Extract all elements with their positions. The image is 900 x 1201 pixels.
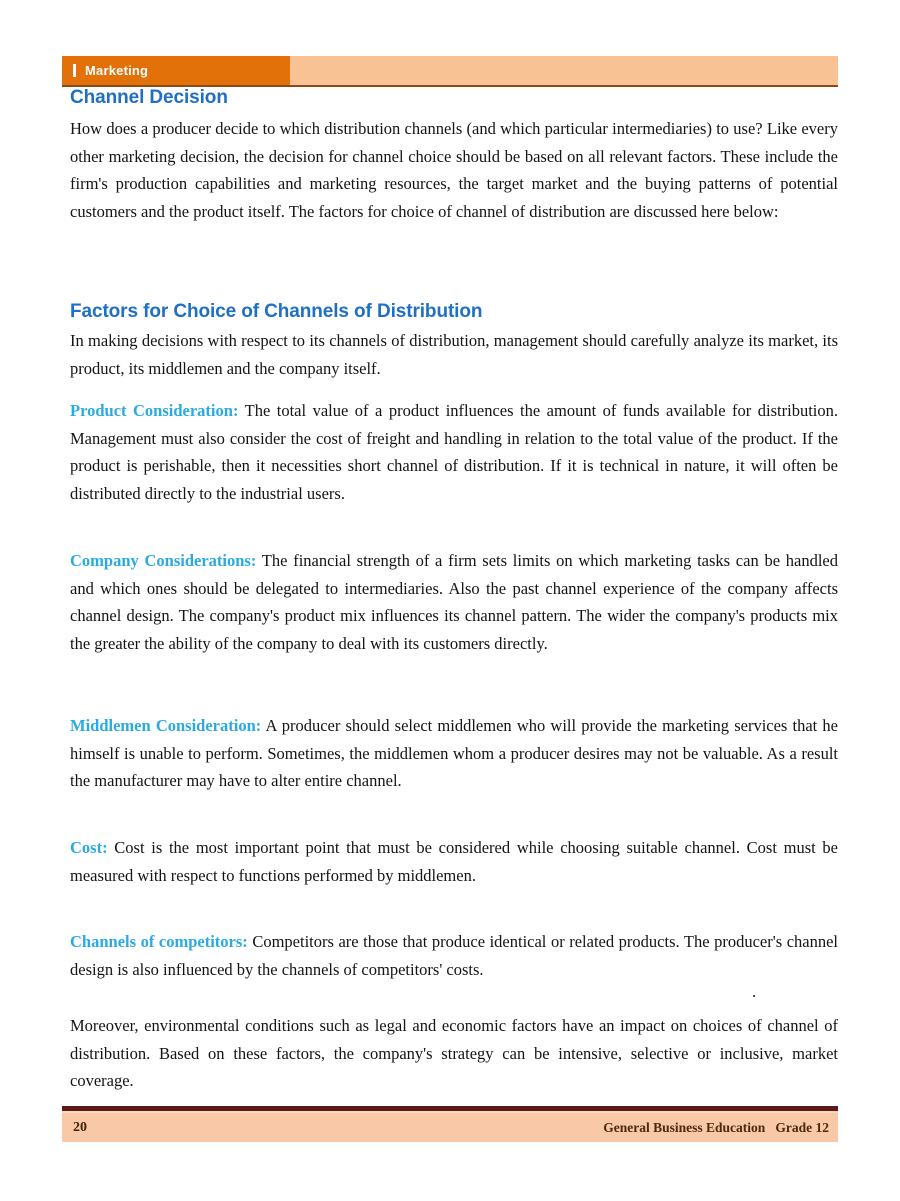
chapter-tab	[62, 56, 290, 85]
paragraph-cost	[70, 834, 838, 889]
section-heading-channel-decision: Channel Decision	[70, 87, 228, 108]
footer-book-title: General Business Education Grade 12	[603, 1119, 829, 1135]
page-number: 20	[73, 1119, 87, 1135]
section-heading-factors: Factors for Choice of Channels of Distribution	[70, 301, 483, 322]
chapter-label: Marketing	[85, 63, 149, 78]
paragraph-company-considerations	[70, 547, 838, 657]
lead-label-cost: Cost:	[70, 838, 108, 857]
paragraph-channels-of-competitors	[70, 928, 838, 983]
paragraph-text-product: The total value of a product influences the amount of funds available for distribution. Management must also consider the cost of freight and handling in relation to the total value of the product. If the product is perishable, then it necessities short channel of distribution. If it is technical in nature, it will often be distributed directly to the industrial users.	[70, 401, 838, 503]
lead-label-competitors: Channels of competitors:	[70, 932, 248, 951]
paragraph-factors-intro: In making decisions with respect to its channels of distribution, management should carefully analyze its market, its product, its middlemen and the company itself.	[70, 331, 838, 378]
tab-tick-icon	[73, 64, 76, 77]
stray-punctuation-mark: .	[752, 982, 757, 1001]
paragraph-intro: How does a producer decide to which distribution channels (and which particular intermediaries) to use? Like every other marketing decision, the decision for channel choice should be based on all relevant factors. These include the firm's production capabilities and marketing resources, the target market and the buying patterns of potential customers and the product itself. The factors for choice of channel of distribution are discussed here below:	[70, 119, 838, 221]
lead-label-company: Company Considerations:	[70, 551, 257, 570]
paragraph-text-company: The financial strength of a firm sets limits on which marketing tasks can be handled and which ones should be delegated to intermediaries. Also the past channel experience of the company affects channel design. The company's product mix influences its channel pattern. The wider the company's products mix the greater the ability of the company to deal with its customers directly.	[70, 551, 839, 653]
paragraph-moreover: Moreover, environmental conditions such as legal and economic factors have an impact on choices of channel of distribution. Based on these factors, the company's strategy can be intensive, selective or inclusive, market coverage.	[70, 1016, 838, 1090]
page-header-band	[62, 56, 838, 85]
paragraph-text-middlemen: A producer should select middlemen who will provide the marketing services that he himself is unable to perform. Sometimes, the middlemen whom a producer desires may not be valuable. As a result the manufacturer may have to alter entire channel.	[70, 716, 838, 790]
paragraph-text-cost: Cost is the most important point that must be considered while choosing suitable channel. Cost must be measured with respect to functions performed by middlemen.	[70, 838, 838, 885]
page-footer-band	[62, 1113, 838, 1142]
lead-label-middlemen: Middlemen Consideration:	[70, 716, 262, 735]
paragraph-product-consideration	[70, 397, 838, 507]
lead-label-product: Product Consideration:	[70, 401, 239, 420]
paragraph-middlemen-consideration	[70, 712, 838, 795]
header-fill-bar	[290, 56, 838, 85]
paragraph-text-competitors: Competitors are those that produce identical or related products. The producer's channel design is also influenced by the channels of competitors' costs.	[70, 932, 838, 979]
